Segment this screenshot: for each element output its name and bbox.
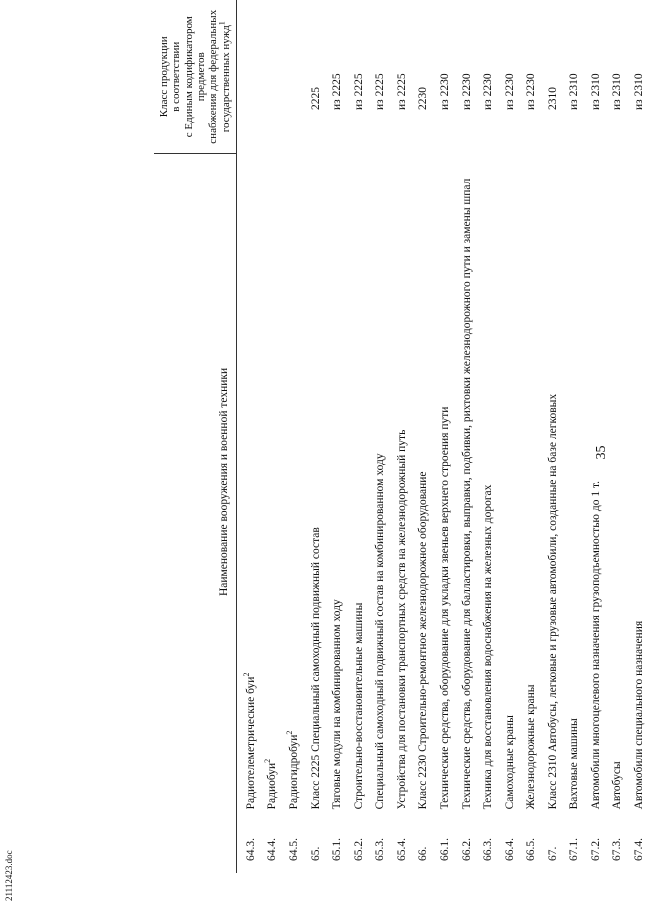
header-class: [154, 0, 236, 154]
row-name-cell: [284, 154, 306, 809]
file-name: 21112423.doc: [4, 850, 14, 901]
header-class-line: снабжения для федеральных: [207, 9, 220, 144]
row-name: Класс 2225 Специальный самоходный подвижный состав: [309, 527, 322, 810]
table-row: [327, 0, 349, 873]
table-row: [306, 0, 328, 873]
row-class-code: из 2225: [331, 73, 344, 110]
row-number: 66.1.: [438, 838, 451, 861]
table-row: [392, 0, 414, 873]
header-class-line: в соответствии: [170, 41, 183, 112]
row-name: Технические средства, оборудование для укладки звеньев верхнего строения пути: [438, 406, 451, 810]
row-number: 66.2.: [460, 838, 473, 861]
weapons-class-table: [154, 0, 651, 873]
row-name-cell: [349, 154, 371, 809]
row-number: 66.4.: [503, 838, 516, 861]
row-name-cell: [564, 154, 586, 809]
footnote-marker: 1: [216, 21, 226, 26]
row-number: 64.5.: [288, 838, 300, 861]
row-name-cell: [543, 154, 565, 809]
row-name-cell: [262, 154, 284, 809]
row-number: 64.3.: [244, 838, 257, 861]
table-row: [236, 0, 262, 873]
table-body: [236, 0, 650, 873]
row-class-code: из 2225: [352, 73, 365, 110]
row-name: Класс 2310 Автобусы, легковые и грузовые автомобили, созданные на базе легковых: [546, 393, 559, 810]
row-class-code: из 2230: [503, 73, 516, 110]
row-name-cell: [413, 154, 435, 809]
row-name: Радиогидробуи: [288, 734, 300, 810]
table-row: [284, 0, 306, 873]
table-row: [413, 0, 435, 873]
row-class-code: из 2310: [568, 73, 581, 110]
row-class-code: [236, 0, 262, 154]
row-number: 65.3.: [374, 838, 387, 861]
row-number: 65.4.: [395, 838, 408, 861]
table-row: [349, 0, 371, 873]
row-class-code: из 2230: [460, 73, 473, 110]
table-header-row: [154, 0, 236, 873]
table-row: [262, 0, 284, 873]
row-number: 67.2.: [589, 838, 602, 861]
row-class-code: 2230: [417, 86, 430, 110]
row-number: 64.4.: [266, 838, 279, 861]
table-row: [435, 0, 457, 873]
table-row: [564, 0, 586, 873]
row-name: Специальный самоходный подвижный состав на комбинированном ходу: [374, 453, 387, 810]
header-num-cell: [154, 809, 236, 873]
row-name-cell: [478, 154, 500, 809]
row-number: 67.1.: [568, 838, 581, 861]
row-class-code: из 2230: [482, 73, 495, 110]
row-name-cell: [435, 154, 457, 809]
footnote-marker: 2: [285, 730, 295, 735]
row-name-cell: [306, 154, 328, 809]
table-row: [543, 0, 565, 873]
row-name: Автобусы: [611, 761, 624, 810]
row-name-cell: [500, 154, 522, 809]
row-name-cell: [607, 154, 629, 809]
row-number: 65.: [309, 846, 322, 861]
row-name: Вахтовые машины: [568, 718, 581, 810]
row-name: Тяговые модули на комбинированном ходу: [331, 599, 344, 810]
row-name-cell: [629, 154, 651, 809]
row-name: Строительно-восстановительные машины: [352, 602, 365, 810]
row-number: 67.4.: [633, 838, 645, 861]
row-number: 65.1.: [331, 838, 344, 861]
row-number: 67.3.: [611, 838, 624, 861]
table-row: [607, 0, 629, 873]
row-name: Класс 2230 Строительно-ремонтное железнодорожное оборудование: [417, 471, 430, 810]
row-name-cell: [327, 154, 349, 809]
row-number: 65.2.: [352, 838, 365, 861]
table-row: [500, 0, 522, 873]
table-row: [370, 0, 392, 873]
row-name: Железнодорожные краны: [525, 684, 538, 810]
row-class-code: из 2310: [611, 73, 624, 110]
row-name-cell: [521, 154, 543, 809]
row-name: Устройства для постановки транспортных средств на железнодорожный путь: [395, 429, 408, 810]
row-class-code: из 2225: [374, 73, 387, 110]
footnote-marker: 2: [242, 672, 252, 677]
row-name-cell: [236, 154, 262, 809]
row-class-code: из 2310: [633, 73, 645, 110]
row-class-code: 2225: [309, 86, 322, 110]
table-row: [521, 0, 543, 873]
table-row: [478, 0, 500, 873]
row-name: Технические средства, оборудование для балластировки, выправки, подбивки, рихтовки железнодорожного пути и замены шпал: [460, 178, 473, 810]
header-name: Наименование вооружения и военной техники: [154, 154, 236, 809]
page-number: 35: [594, 445, 609, 460]
row-name-cell: [370, 154, 392, 809]
row-class-code: из 2225: [395, 73, 408, 110]
header-class-line: Класс продукции: [158, 36, 170, 118]
row-class-code: 2310: [546, 86, 559, 110]
row-name: Радиобуи: [266, 762, 279, 810]
header-class-line: [216, 0, 232, 153]
row-class-code: из 2310: [589, 73, 602, 110]
row-number: 66.3.: [482, 838, 495, 861]
row-name: Автомобили специального назначения: [633, 620, 645, 810]
footnote-marker: 2: [263, 758, 273, 763]
row-name: Техника для восстановления водоснабжения на железных дорогах: [482, 484, 495, 810]
row-class-code: [284, 0, 306, 154]
table-row: [629, 0, 651, 873]
row-class-code: [262, 0, 284, 154]
header-class-line: с Единым кодификатором предметов: [182, 16, 207, 138]
table-row: [457, 0, 479, 873]
row-number: 66.5.: [525, 838, 538, 861]
row-name: Самоходные краны: [503, 715, 516, 810]
row-name: Автомобили многоцелевого назначения грузоподъемностью до 1 т.: [589, 480, 602, 810]
row-number: 67.: [546, 846, 559, 861]
header-class-line-text: государственных нужд: [219, 25, 232, 133]
row-class-code: из 2230: [525, 73, 538, 110]
row-name: Радиотелеметрические буи: [244, 676, 257, 810]
row-number: 66.: [417, 846, 430, 861]
row-class-code: из 2230: [438, 73, 451, 110]
row-name-cell: [457, 154, 479, 809]
row-name-cell: [392, 154, 414, 809]
